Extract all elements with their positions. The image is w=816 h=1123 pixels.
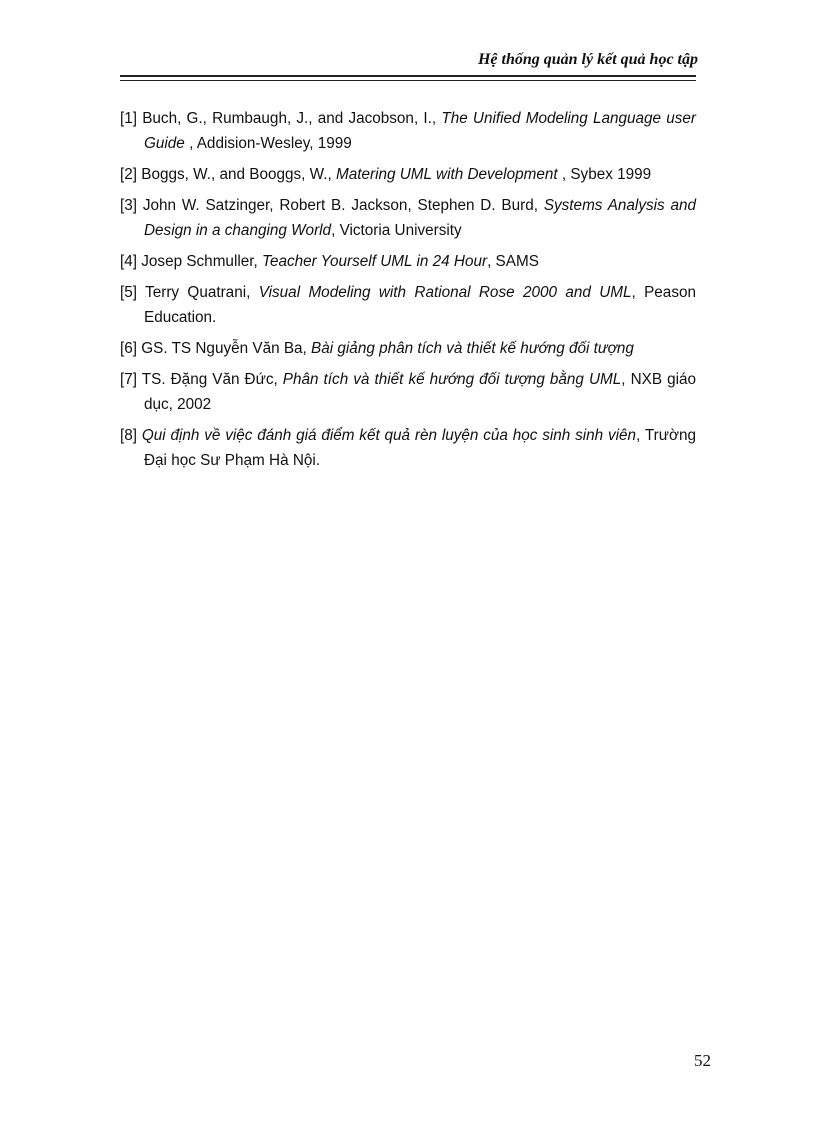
reference-item-3 (120, 193, 696, 243)
reference-authors: Boggs, W., and Booggs, W., (137, 166, 336, 183)
reference-title: Phân tích và thiết kế hướng đối tượng bằng UML (282, 371, 622, 388)
reference-item-8 (120, 423, 696, 473)
reference-item-6 (120, 336, 696, 361)
reference-publisher: , NXB giáo dục, 2002 (144, 371, 696, 413)
reference-title: Systems Analysis and Design in a changing World (144, 197, 697, 239)
reference-number: [1] (120, 110, 138, 127)
reference-item-2 (120, 162, 696, 187)
reference-list (120, 106, 696, 479)
reference-title: Matering UML with Development (335, 166, 558, 183)
reference-number: [4] (120, 253, 138, 270)
reference-authors: TS. Đặng Văn Đức, (137, 371, 283, 388)
reference-number: [2] (120, 166, 138, 183)
page-number: 52 (694, 1051, 711, 1070)
reference-authors: GS. TS Nguyễn Văn Ba, (137, 340, 312, 357)
reference-publisher: , Victoria University (331, 222, 462, 239)
reference-title: Teacher Yourself UML in 24 Hour (262, 253, 488, 270)
reference-publisher: , Sybex 1999 (557, 166, 652, 183)
reference-title: Bài giảng phân tích và thiết kế hướng đối tượng (311, 340, 634, 357)
reference-authors: Buch, G., Rumbaugh, J., and Jacobson, I., (137, 110, 442, 127)
reference-title: Visual Modeling with Rational Rose 2000 and UML (258, 284, 632, 301)
reference-number: [3] (120, 197, 138, 214)
reference-item-7 (120, 367, 696, 417)
reference-item-4 (120, 249, 696, 274)
header-rule-thick (120, 75, 696, 77)
reference-title: The Unified Modeling Language user Guide (144, 110, 696, 152)
reference-title: Qui định về việc đánh giá điểm kết quả rèn luyện của học sinh sinh viên (141, 427, 637, 444)
reference-publisher: , SAMS (487, 253, 539, 270)
reference-publisher: , Peason Education. (144, 284, 696, 326)
header-rule-thin (120, 80, 696, 81)
reference-item-5 (120, 280, 696, 330)
reference-authors: Josep Schmuller, (137, 253, 262, 270)
reference-number: [5] (120, 284, 138, 301)
reference-number: [8] (120, 427, 138, 444)
reference-item-1 (120, 106, 696, 156)
reference-authors: Terry Quatrani, (137, 284, 259, 301)
reference-publisher: , Addision-Wesley, 1999 (184, 135, 352, 152)
reference-authors: John W. Satzinger, Robert B. Jackson, Stephen D. Burd, (137, 197, 544, 214)
reference-publisher: , Trường Đại học Sư Phạm Hà Nội. (144, 427, 696, 469)
reference-number: [6] (120, 340, 138, 357)
running-header-title: Hệ thống quản lý kết quả học tập (477, 51, 698, 68)
reference-number: [7] (120, 371, 138, 388)
